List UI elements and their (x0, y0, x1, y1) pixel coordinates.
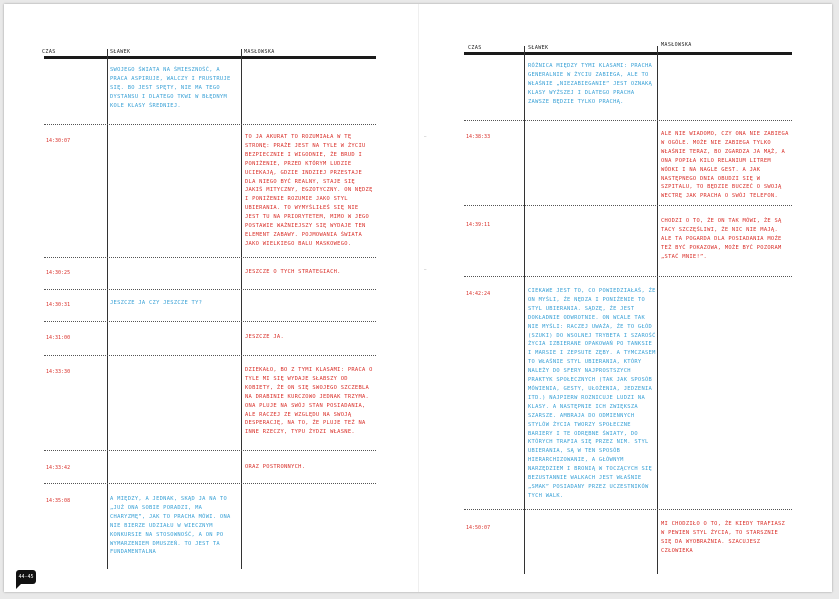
timestamp: 14:31:00 (46, 335, 71, 341)
book-spread (4, 4, 832, 592)
timestamp: 14:33:30 (46, 369, 71, 375)
header-rule (44, 56, 376, 59)
timestamp: 14:35:08 (46, 498, 71, 504)
timestamp: 14:42:24 (466, 291, 491, 297)
header-rule (464, 52, 792, 55)
row-separator (464, 205, 792, 206)
row-separator (44, 450, 376, 451)
row-separator (44, 355, 376, 356)
maslowska-text: CHODZI O TO, ŻE ON TAK MÓWI, ŻE SĄ TACY SZCZĘŚLIWI, ŻE NIC NIE MAJĄ. ALE TA POGARDA DLA POSIADANIA MOŻE TEŻ BYĆ POKAZOWA, MOŻE BYĆ POZORAM „STAĆ MNIE!”. (661, 218, 782, 260)
timestamp: 14:33:42 (46, 465, 71, 471)
timestamp: 14:39:11 (466, 222, 491, 228)
row-separator (44, 483, 376, 484)
row-separator (44, 321, 376, 322)
column-divider (107, 49, 108, 569)
maslowska-text: TO JA AKURAT TO ROZUMIAŁA W TĘ STRONĘ: PRAŻE JEST NA TYLE W ŻYCIU BEZPIECZNIE I WIGODNIE, ŻE BRUD I PONIŻENIE, PRZED KTÓRYM LUDZIE UCIEKAJĄ, GDZIE INDZIEJ PRZESTAJE DLA NIEGO BYĆ REALNY, STAJE SIĘ JAKIŚ MITYCZNY, EGZOTYCZNY. ON NĘDZĘ I PONIŻENIE ROZUMIE JAKO STYL UBIERANIA. TO WYMYŚLIŁEŚ SIĘ NIE JEST TU NA PRIORYTETEM, MIMO W JEGO POSTAWIE WAŻNIEJSZY SIĘ WYDAJE TEN ELEMENT ZABAWY. POJMOWANIA ŚWIATA JAKO WIELKIEGO BALU MASKOWEGO. (245, 134, 373, 247)
slawek-text: A MIĘDZY, A JEDNAK, SKĄD JA NA TO „JUŻ ONA SOBIE PORADZI, MA CHARYZMĘ”, JAK TO PRACHA MÓWI. ONA NIE BIERZE UDZIAŁU W WIECZNYM KONKURSIE NA STOSOWNOŚĆ, A ON PO WYMARZENIEM DMUSZEŃ. TO JEST TA FUNDAMENTALNA (110, 496, 231, 556)
row-separator (464, 120, 792, 121)
header-time: CZAS (468, 45, 482, 51)
maslowska-text: MI CHODZIŁO O TO, ŻE KIEDY TRAFIASZ W PEWIEN STYL ŻYCIA, TO STARSZNIE SIĘ DA WYOBRAŻNIA. SZACUJESZ CZŁOWIEKA (661, 521, 786, 554)
timestamp: 14:30:07 (46, 138, 71, 144)
header-slawek: SŁAWEK (528, 45, 549, 51)
header-maslowska: MASŁOWSKA (661, 42, 692, 48)
maslowska-text: ORAZ POSTRONNYCH. (245, 464, 306, 470)
row-separator (44, 124, 376, 125)
column-divider (524, 46, 525, 574)
row-separator (464, 276, 792, 277)
slawek-text: CIEKAWE JEST TO, CO POWIEDZIAŁAŚ, ŻE ON MYŚLI, ŻE NĘDZA I PONIŻENIE TO STYL UBIERANIA. SĄDZĘ, ŻE JEST DOKŁADNIE ODWROTNIE. ON WCALE TAK NIE MYŚLI: RACZEJ UWAŻA, ŻE TO GŁÓD (SZUKI) DO WSOLNEJ TRYBETA I SZAROŚĆ ŻYCIA IZBIERANE OPAKOWAŃ PO TANKSIE I MARSIE I ZEPSUTE ZĘBY. A TYMCZASEM TO WŁAŚNIE STYL UBIERANIA, KTÓRY NALEŻY DO SFERY NAJPROSTSZYCH PRAKTYK SPOŁECZNYCH (TAK JAK SPOSÓB MÓWIENIA, GESTY, UŁOŻENIA, JEDZENIA ITD.) NAJPIERW ROZNICUJE LUDZI NA KLASY. A NASTĘPNIE ICH ZWIĘKSZA SZARSZE. AMBRAJA DO ODMIENNYCH STYLÓW ŻYCIA TWORZY SPOŁECZNE BARIERY I TE ODRĘBNE ŚWIATY, DO KTÓRYCH TRAFIA SIĘ PRZEZ NIM. STYL UBIERANIA, SĄ W TEN SPOSÓB HIERARCHIZOWANIE, A GŁÓWNYM NARZĘDZIEM I BRONIĄ W TOCZĄCYCH SIĘ BEZUSTANNIE WALKACH JEST WŁAŚNIE „SMAK” POSIADANY PRZEZ UCZESTNIKÓW TYCH WALK. (528, 288, 656, 499)
header-time: CZAS (42, 49, 56, 55)
column-divider (241, 49, 242, 569)
left-page (4, 4, 418, 592)
row-separator (44, 289, 376, 290)
page-number-badge: 44-45 (16, 570, 36, 584)
header-maslowska: MASŁOWSKA (244, 49, 275, 55)
column-divider (657, 46, 658, 574)
maslowska-text: JESZCZE JA. (245, 334, 284, 340)
maslowska-text: ALE NIE WIADOMO, CZY ONA NIE ZABIEGA W OGÓLE. MOŻE NIE ZABIEGA TYLKO WŁAŚNIE TERAZ, BO ZGARDZA JA MĄŻ, A ONA POPIŁA KILO RELANIUM LITREM WÓDKI I NA NAGLE GEST. A JAK NASTĘPNEGO DNIA OBUDZI SIĘ W SZPITALU, TO BĘDZIE BUCZEĆ O SWOJĄ WECTRĘ JAK PRACHA O SWÓJ TELEFON. (661, 131, 789, 200)
header-slawek: SŁAWEK (110, 49, 131, 55)
slawek-text: SWOJEGO ŚWIATA NA ŚMIESZNOŚĆ, A PRACA ASPIRUJE, WALCZY I FRUSTRUJE SIĘ. BO JEST SPĘTY, NIE MA TEGO DYSTANSU I DLATEGO TKWI W BŁĘDNYM KOLE KLASY ŚREDNIEJ. (110, 67, 231, 109)
row-separator (464, 509, 792, 510)
maslowska-text: JESZCZE O TYCH STRATEGIACH. (245, 269, 341, 275)
timestamp: 14:30:25 (46, 270, 71, 276)
timestamp: 14:50:07 (466, 525, 491, 531)
row-separator (44, 257, 376, 258)
timestamp: 14:38:33 (466, 134, 491, 140)
right-page: CZAS SŁAWEK MASŁOWSKA — — RÓŻNICA MIĘDZY TYMI KLASAMI: PRACHA GENERALNIE W ŻYCIU ZABIEGA, ALE TO WŁAŚNIE „NIEZABIEGANIE” JEST OZNAKĄ KLASY WYŻSZEJ I DLATEGO PRACHA ZAWSZE BĘDZIE TYLKO PRACHĄ. 14:38:33 ALE NIE WIADOMO, CZY ONA NIE ZABIEGA W OGÓLE. MOŻE NIE ZABIEGA TYLKO WŁAŚNIE TERAZ, BO ZGARDZA JA MĄŻ, A ONA POPIŁA KILO RELANIUM LITREM WÓDKI I NA NAGLE GEST. A JAK NASTĘPNEGO DNIA OBUDZI SIĘ W SZPITALU, TO BĘDZIE BUCZEĆ O SWOJĄ WECTRĘ JAK PRACHA O SWÓJ TELEFON. 14:39:11 CHODZI O TO, ŻE ON TAK MÓWI, ŻE SĄ TACY SZCZĘŚLIWI, ŻE NIC NIE MAJĄ. ALE TA POGARDA DLA POSIADANIA MOŻE TEŻ BYĆ POKAZOWA, MOŻE BYĆ POZORAM „STAĆ MNIE!”. 14:42:24 CIEKAWE JEST TO, CO POWIEDZIAŁAŚ, ŻE ON MYŚLI, ŻE NĘDZA I PONIŻENIE TO STYL UBIERANIA. SĄDZĘ, ŻE JEST DOKŁADNIE ODWROTNIE. ON WCALE TAK NIE MYŚLI: RACZEJ UWAŻA, ŻE TO GŁÓD (SZUKI) DO WSOLNEJ TRYBETA I SZAROŚĆ ŻYCIA IZBIERANE OPAKOWAŃ PO TANKSIE I MARSIE I ZEPSUTE ZĘBY. A TYMCZASEM TO WŁAŚNIE STYL UBIERANIA, KTÓRY NALEŻY DO SFERY NAJPROSTSZYCH PRAKTYK SPOŁECZNYCH (TAK JAK SPOSÓB MÓWIENIA, GESTY, UŁOŻENIA, JEDZENIA ITD.) NAJPIERW ROZNICUJE LUDZI NA KLASY. A NASTĘPNIE ICH ZWIĘKSZA SZARSZE. AMBRAJA DO ODMIENNYCH STYLÓW ŻYCIA TWORZY SPOŁECZNE BARIERY I TE ODRĘBNE ŚWIATY, DO KTÓRYCH TRAFIA SIĘ PRZEZ NIM. STYL UBIERANIA, SĄ W TEN SPOSÓB HIERARCHIZOWANIE, A GŁÓWNYM NARZĘDZIEM I BRONIĄ W TOCZĄCYCH SIĘ BEZUSTANNIE WALKACH JEST WŁAŚNIE „SMAK” POSIADANY PRZEZ UCZESTNIKÓW TYCH WALK. 14:50:07 MI CHODZIŁO O TO, ŻE KIEDY TRAFIASZ W PEWIEN STYL ŻYCIA, TO STARSZNIE SIĘ DA WYOBRAŻNIA. SZACUJESZ CZŁOWIEKA (418, 4, 832, 592)
slawek-text: JESZCZE JA CZY JESZCZE TY? (110, 300, 203, 306)
timestamp: 14:30:31 (46, 302, 71, 308)
maslowska-text: DZIEKAŁO, BO Z TYMI KLASAMI: PRACA O TYLE MI SIĘ WYDAJE SŁABSZY OD KOBIETY, ŻE ON SIĘ SWOJEGO SZCZEBLA NA DRABINIE KURCZOWO JEDNAK TRZYMA. ONA PLUJE NA SWÓJ STAN POSIADANIA, ALE RACZEJ ZE WZGLĘDU NA SWOJĄ DESPERACJĘ, NA TO, ŻE PLUJE TEŻ NA INNE RZECZY, TYPU ŻYDZI WŁASNE. (245, 367, 373, 436)
slawek-text: RÓŻNICA MIĘDZY TYMI KLASAMI: PRACHA GENERALNIE W ŻYCIU ZABIEGA, ALE TO WŁAŚNIE „NIEZABIEGANIE” JEST OZNAKĄ KLASY WYŻSZEJ I DLATEGO PRACHA ZAWSZE BĘDZIE TYLKO PRACHĄ. (528, 63, 653, 105)
